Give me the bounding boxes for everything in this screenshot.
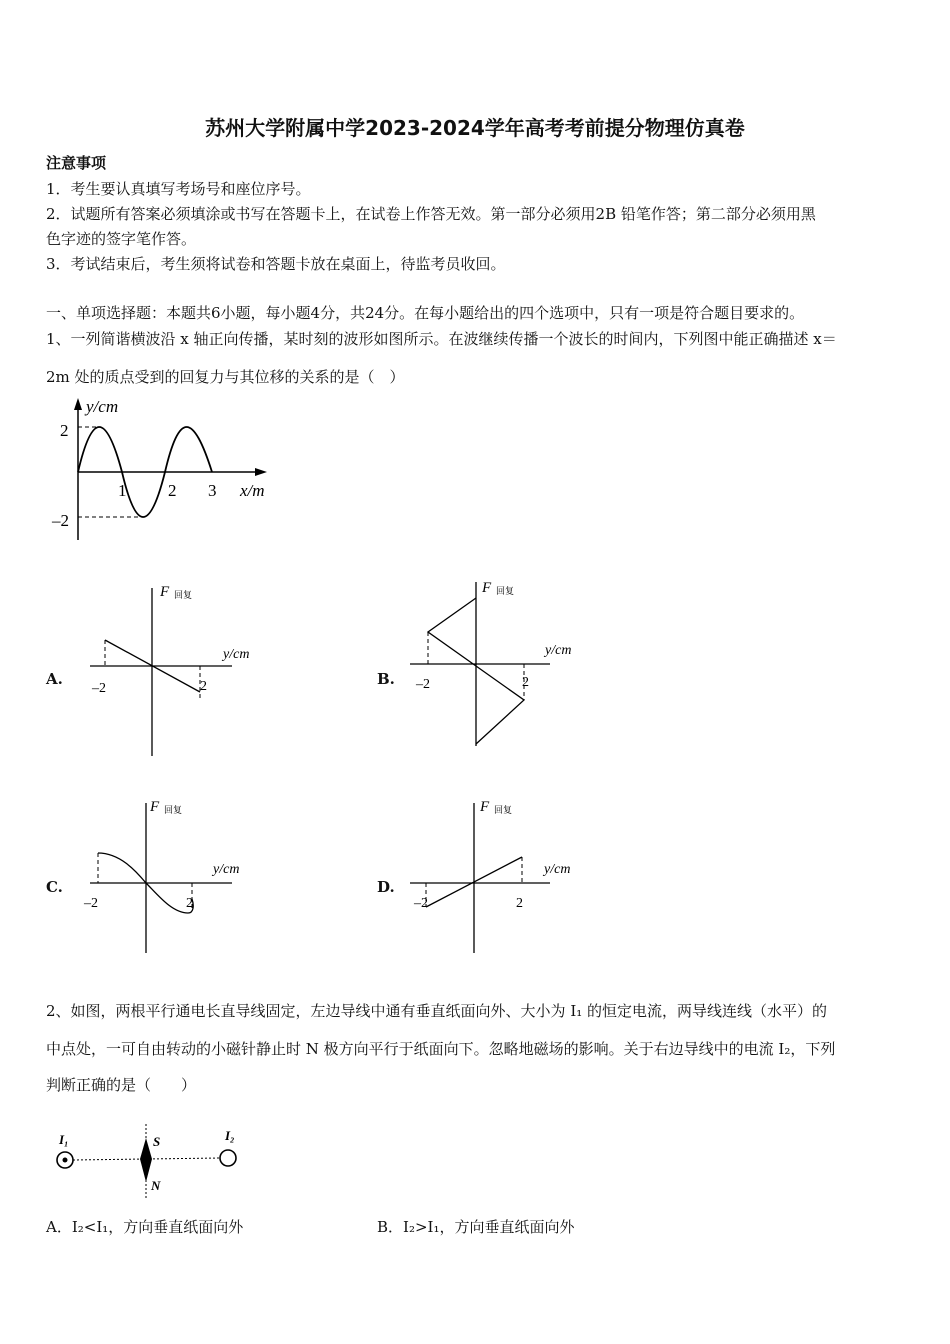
svg-text:–2: –2 bbox=[414, 896, 428, 911]
wave-tick-x3: 3 bbox=[208, 481, 217, 500]
wave-tick-y2: 2 bbox=[60, 421, 69, 440]
section-heading: 一、单项选择题：本题共6小题，每小题4分，共24分。在每小题给出的四个选项中，只有一项是符合题目要求的。 bbox=[46, 304, 805, 322]
svg-text:2: 2 bbox=[186, 896, 193, 911]
right-wire-icon bbox=[220, 1150, 236, 1166]
notice-item-1: 1．考生要认真填写考场号和座位序号。 bbox=[46, 180, 311, 198]
svg-text:y/cm: y/cm bbox=[544, 862, 571, 877]
wave-xlabel: x/m bbox=[240, 481, 265, 500]
option-d-graph bbox=[400, 795, 600, 955]
svg-text:N: N bbox=[151, 1178, 161, 1193]
svg-text:I₁: I₁ bbox=[59, 1132, 69, 1147]
option-d-label: D. bbox=[377, 878, 395, 896]
notice-item-2a: 2．试题所有答案必须填涂或书写在答题卡上，在试卷上作答无效。第一部分必须用2B 铅笔作答；第二部分必须用黑 bbox=[46, 205, 816, 223]
wave-graph bbox=[40, 392, 290, 552]
option-a-label: A. bbox=[46, 670, 63, 688]
q1-text-line2: 2m 处的质点受到的回复力与其位移的关系的是（ ） bbox=[46, 368, 405, 386]
svg-text:2: 2 bbox=[522, 675, 529, 690]
option-b-label: B. bbox=[377, 670, 395, 688]
notice-heading: 注意事项 bbox=[46, 154, 107, 172]
wave-x-arrow bbox=[255, 468, 267, 476]
option-a-graph bbox=[80, 578, 280, 758]
wave-tick-x2: 2 bbox=[168, 481, 177, 500]
svg-text:F: F bbox=[150, 799, 160, 815]
svg-text:F: F bbox=[482, 580, 492, 596]
svg-text:2: 2 bbox=[516, 896, 523, 911]
svg-text:–2: –2 bbox=[84, 896, 98, 911]
option-c-label: C. bbox=[46, 878, 63, 896]
q1-text-line1: 1、一列简谐横波沿 x 轴正向传播，某时刻的波形如图所示。在波继续传播一个波长的时间内，下列图中能正确描述 x＝ bbox=[46, 330, 837, 348]
svg-text:2: 2 bbox=[200, 679, 207, 694]
svg-text:I₂: I₂ bbox=[225, 1128, 235, 1143]
q2-text-line1: 2、如图，两根平行通电长直导线固定，左边导线中通有垂直纸面向外、大小为 I₁ 的恒定电流，两导线连线（水平）的 bbox=[46, 1002, 828, 1020]
svg-text:y/cm: y/cm bbox=[213, 862, 240, 877]
svg-text:回复: 回复 bbox=[164, 805, 183, 815]
svg-text:y/cm: y/cm bbox=[223, 647, 250, 662]
svg-text:F: F bbox=[480, 799, 490, 815]
svg-text:F: F bbox=[160, 584, 170, 600]
svg-text:–2: –2 bbox=[416, 677, 430, 692]
svg-text:回复: 回复 bbox=[494, 805, 513, 815]
wave-tick-y-2: –2 bbox=[52, 511, 69, 530]
svg-text:y/cm: y/cm bbox=[545, 643, 572, 658]
svg-text:回复: 回复 bbox=[174, 590, 193, 600]
option-c-graph bbox=[80, 795, 280, 955]
svg-text:S: S bbox=[153, 1134, 161, 1149]
wave-ylabel: y/cm bbox=[86, 397, 119, 416]
q2-text-line3: 判断正确的是（ ） bbox=[46, 1076, 197, 1094]
q2-text-line2: 中点处，一可自由转动的小磁针静止时 N 极方向平行于纸面向下。忽略地磁场的影响。关于右边导线中的电流 I₂，下列 bbox=[46, 1040, 836, 1058]
wave-y-arrow bbox=[74, 398, 82, 410]
wave-tick-x1: 1 bbox=[118, 481, 127, 500]
svg-text:回复: 回复 bbox=[496, 586, 515, 596]
page-title: 苏州大学附属中学2023-2024学年高考考前提分物理仿真卷 bbox=[205, 116, 745, 140]
q2-option-b: B．I₂>I₁，方向垂直纸面向外 bbox=[377, 1218, 575, 1236]
notice-item-3: 3．考试结束后，考生须将试卷和答题卡放在桌面上，待监考员收回。 bbox=[46, 255, 506, 273]
option-b-graph bbox=[400, 572, 600, 752]
q2-option-a: A．I₂<I₁，方向垂直纸面向外 bbox=[46, 1218, 244, 1236]
wires-figure bbox=[45, 1118, 255, 1203]
svg-text:–2: –2 bbox=[92, 681, 106, 696]
notice-item-2b: 色字迹的签字笔作答。 bbox=[46, 230, 197, 248]
